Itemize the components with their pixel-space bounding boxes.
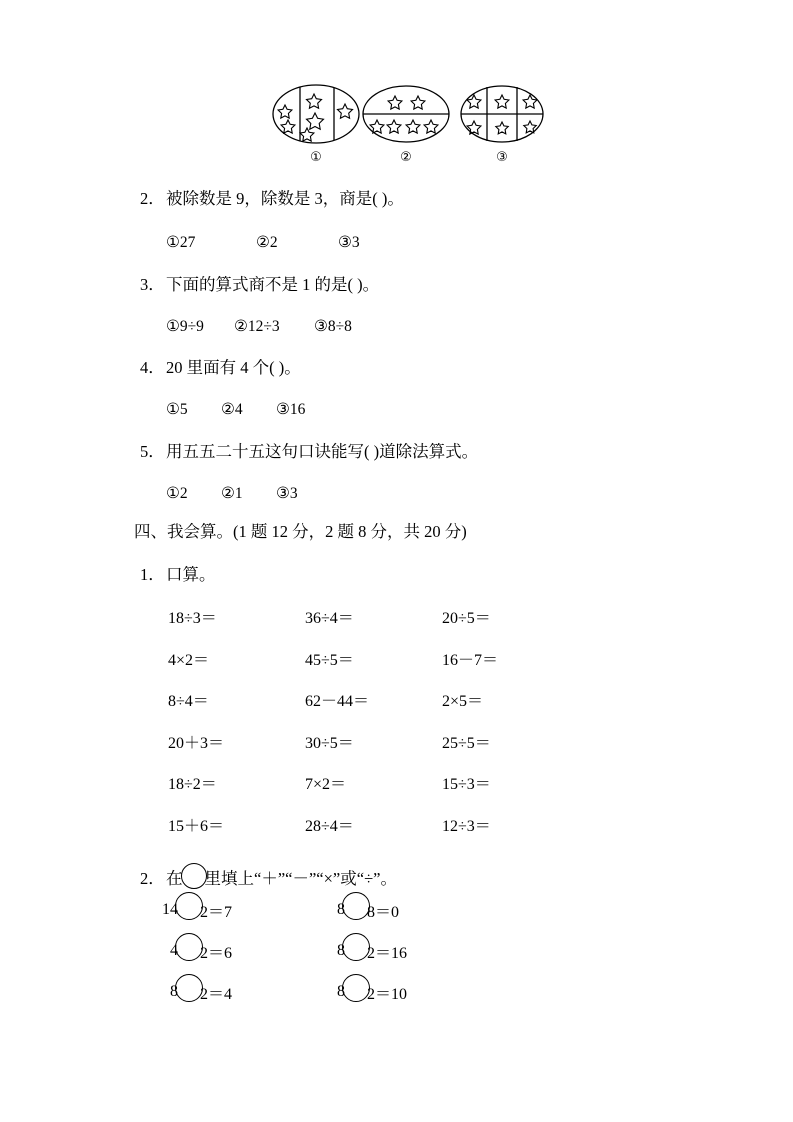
calc-item[interactable]: 4×2＝	[168, 651, 210, 669]
circle-equation-left: 8	[337, 901, 345, 918]
circle-blank-input[interactable]	[342, 933, 370, 961]
circle-equation	[337, 978, 407, 1006]
figure-3-caption: ③	[496, 150, 508, 165]
question-4-option-2[interactable]: ②4	[221, 401, 243, 418]
calc-item[interactable]: 16－7＝	[442, 651, 499, 669]
circle-equation-left: 8	[170, 983, 178, 1000]
question-3-option-2[interactable]: ②12÷3	[234, 318, 280, 335]
calc-row	[168, 688, 568, 730]
question-3-text: 下面的算式商不是 1 的是( )。	[166, 275, 380, 294]
question-5-options	[166, 483, 298, 505]
task2-number: 2．	[140, 869, 165, 888]
figure-1-caption: ①	[310, 150, 322, 165]
circle-equation	[337, 896, 399, 924]
circle-blank-input[interactable]	[342, 974, 370, 1002]
circle-equation-right: 2＝16	[367, 944, 408, 962]
question-4-text: 20 里面有 4 个( )。	[166, 358, 301, 377]
circle-row	[162, 937, 562, 978]
circle-equation	[162, 896, 232, 924]
circle-equation	[170, 978, 232, 1006]
task1-title-line	[140, 564, 216, 586]
calc-row	[168, 647, 568, 689]
question-4-number: 4．	[140, 358, 165, 377]
circle-blank-input[interactable]	[175, 892, 203, 920]
calc-item[interactable]: 12÷3＝	[442, 817, 491, 835]
circle-blank-input[interactable]	[175, 974, 203, 1002]
question-5-option-2[interactable]: ②1	[221, 485, 243, 502]
question-4	[140, 357, 301, 379]
question-4-option-1[interactable]: ①5	[166, 401, 188, 418]
question-5-option-3[interactable]: ③3	[276, 485, 298, 502]
figure-1-svg	[270, 80, 362, 148]
calc-item[interactable]: 20÷5＝	[442, 610, 491, 627]
question-5-option-1[interactable]: ①2	[166, 485, 188, 502]
circle-equation-right: 2＝4	[200, 985, 233, 1003]
question-2-option-2[interactable]: ②2	[256, 234, 278, 251]
task1-title: 口算。	[166, 565, 216, 584]
question-5	[140, 441, 478, 463]
question-3-options	[166, 316, 352, 338]
figure-row	[262, 80, 562, 178]
calc-item[interactable]: 15÷3＝	[442, 776, 491, 793]
circle-equation-left: 4	[170, 942, 178, 959]
circle-blank-input[interactable]	[175, 933, 203, 961]
calc-item[interactable]: 18÷3＝	[168, 610, 217, 627]
circle-equation-right: 8＝0	[367, 903, 400, 921]
circle-equation-left: 8	[337, 942, 345, 959]
figure-3-svg	[456, 80, 548, 148]
circle-equation-right: 2＝7	[200, 903, 233, 921]
calc-row	[168, 730, 568, 772]
section-heading-four: 四、我会算。(1 题 12 分，2 题 8 分，共 20 分)	[134, 522, 467, 541]
circle-equation	[337, 937, 407, 965]
calc-item[interactable]: 18÷2＝	[168, 776, 217, 793]
task1-number: 1．	[140, 565, 165, 584]
question-4-option-3[interactable]: ③16	[276, 401, 306, 418]
task2-prompt-before: 在	[166, 869, 183, 888]
figure-2-svg	[360, 80, 452, 148]
figure-3	[456, 80, 548, 165]
calc-item[interactable]: 2×5＝	[442, 693, 484, 710]
calc-item[interactable]: 20＋3＝	[168, 734, 225, 752]
calculation-grid	[168, 605, 568, 854]
question-2-options	[166, 232, 360, 254]
circle-equation-left: 14	[162, 901, 178, 918]
calc-item[interactable]: 45÷5＝	[305, 651, 354, 669]
calc-item[interactable]: 30÷5＝	[305, 734, 354, 752]
figure-2	[360, 80, 452, 165]
task2-prompt-after: 里填上“＋”“－”“×”或“÷”。	[204, 869, 397, 888]
question-2-text: 被除数是 9，除数是 3，商是( )。	[166, 189, 404, 208]
circle-blank-input[interactable]	[342, 892, 370, 920]
figure-2-caption: ②	[400, 150, 412, 165]
question-2-option-3[interactable]: ③3	[338, 234, 360, 251]
task2-prompt-line	[140, 858, 397, 890]
circle-equation	[170, 937, 232, 965]
circle-row	[162, 978, 562, 1019]
question-5-text: 用五五二十五这句口诀能写( )道除法算式。	[166, 442, 479, 461]
question-2	[140, 188, 404, 210]
question-4-options	[166, 399, 305, 421]
question-5-number: 5．	[140, 442, 165, 461]
circle-row	[162, 896, 562, 937]
question-3-option-3[interactable]: ③8÷8	[314, 318, 352, 335]
calc-item[interactable]: 62－44＝	[305, 693, 370, 710]
figure-1	[270, 80, 362, 165]
circle-blank-icon	[181, 863, 207, 889]
calc-item[interactable]: 28÷4＝	[305, 817, 354, 835]
circle-equation-right: 2＝10	[367, 985, 408, 1003]
calc-row	[168, 605, 568, 647]
calc-item[interactable]: 7×2＝	[305, 776, 347, 793]
question-2-option-1[interactable]: ①27	[166, 234, 196, 251]
question-2-number: 2．	[140, 189, 165, 208]
calc-item[interactable]: 15＋6＝	[168, 817, 225, 835]
circle-equation-right: 2＝6	[200, 944, 233, 962]
question-3	[140, 274, 379, 296]
calc-item[interactable]: 36÷4＝	[305, 610, 354, 627]
question-3-number: 3．	[140, 275, 165, 294]
calc-row	[168, 813, 568, 855]
circle-fill-grid	[162, 896, 562, 1019]
calc-item[interactable]: 25÷5＝	[442, 734, 491, 752]
circle-equation-left: 8	[337, 983, 345, 1000]
calc-item[interactable]: 8÷4＝	[168, 693, 209, 710]
calc-row	[168, 771, 568, 813]
question-3-option-1[interactable]: ①9÷9	[166, 318, 204, 335]
